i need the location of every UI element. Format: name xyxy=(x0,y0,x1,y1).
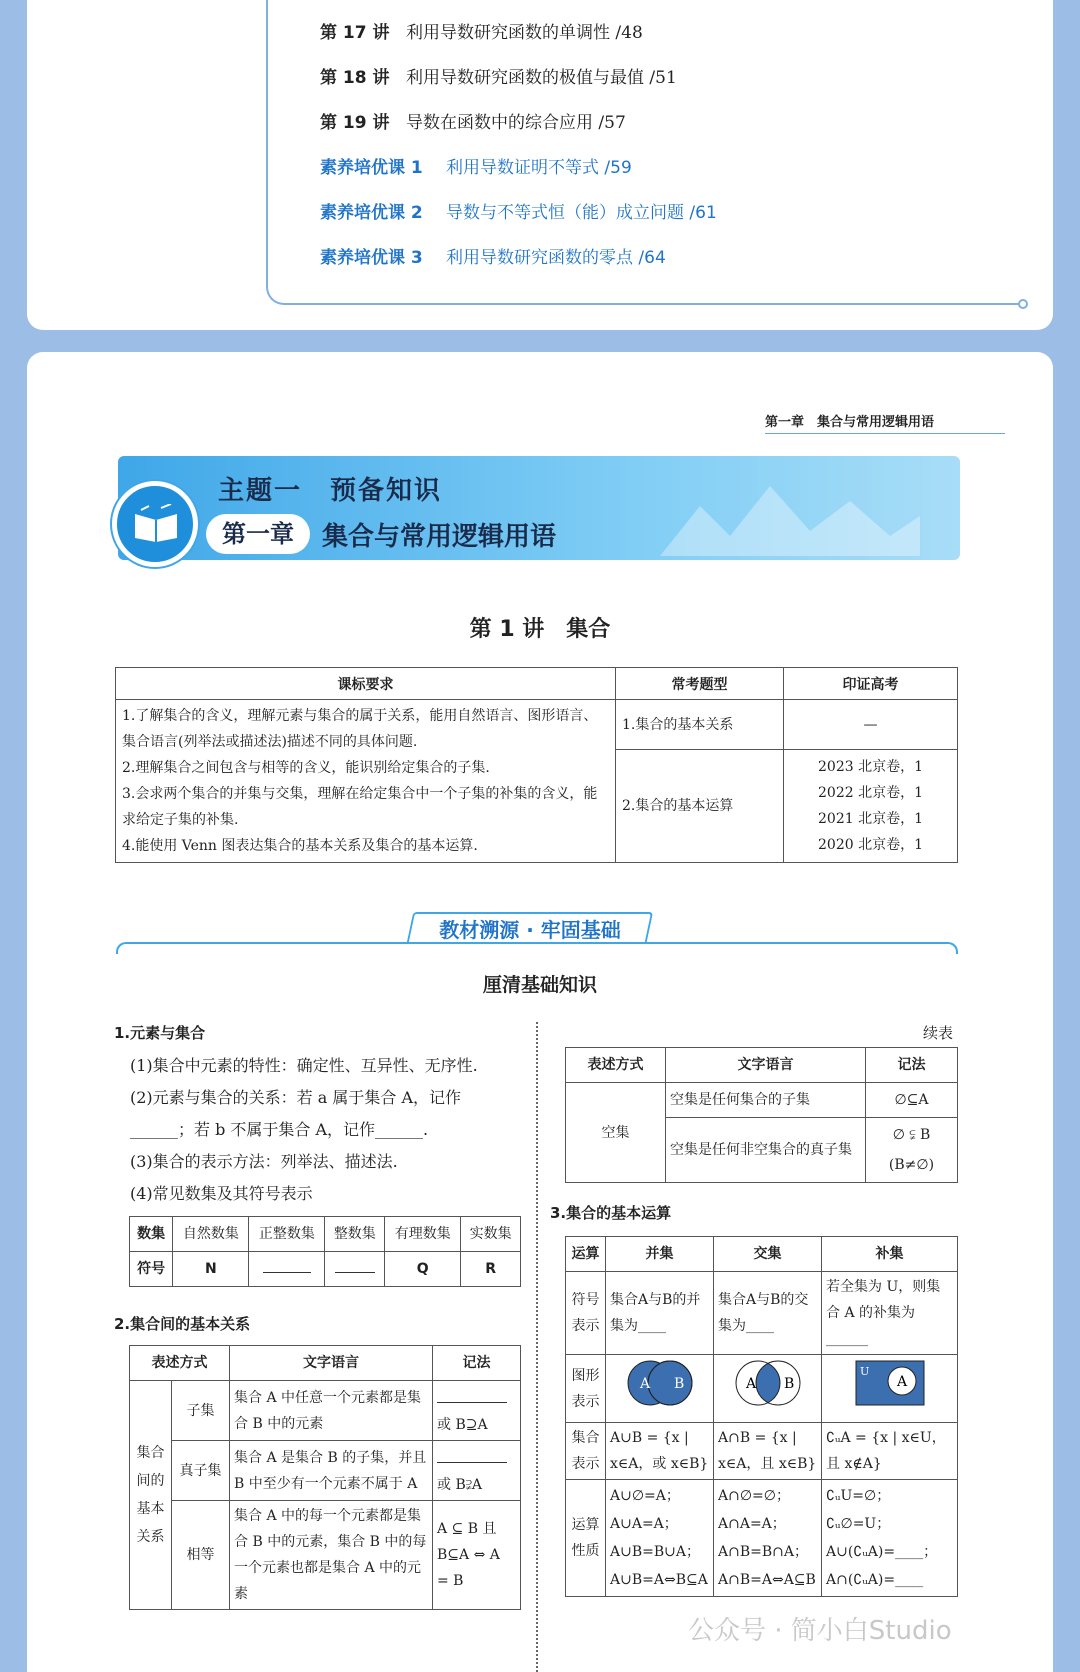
toc-item-title: 利用导数研究函数的零点 /64 xyxy=(446,248,666,268)
property-item: ∁ᵤ∅=U； xyxy=(826,1516,891,1532)
property-item: A∪∅=A； xyxy=(610,1488,680,1504)
table-cell: A∩B = {x | x∈A，且 x∈B} xyxy=(714,1423,822,1480)
toc-item[interactable] xyxy=(320,153,632,178)
requirement-item: 4.能使用 Venn 图表达集合的基本关系及集合的基本运算. xyxy=(122,838,478,854)
table-cell: A∪B = {x | x∈A，或 x∈B} xyxy=(606,1423,714,1480)
toc-item-number: 素养培优课 1 xyxy=(320,158,423,178)
blank-line xyxy=(437,1383,507,1403)
question-type: 1.集合的基本关系 xyxy=(616,700,784,750)
theme-title: 主题一 预备知识 xyxy=(218,476,443,506)
lecture-title: 第 1 讲 集合 xyxy=(469,617,611,642)
union-venn-diagram xyxy=(620,1357,700,1409)
table-cell: A ⊆ B 且 B⊆A ⇔ A = B xyxy=(433,1501,521,1610)
table-cell xyxy=(433,1441,521,1501)
table-cell: 实数集 xyxy=(461,1217,521,1252)
running-head: 第一章 集合与常用逻辑用语 xyxy=(765,411,1005,434)
toc-item-number: 第 17 讲 xyxy=(320,23,390,43)
table-cell: ∅⊆A xyxy=(866,1083,958,1118)
table-header: 运算 xyxy=(566,1237,606,1272)
toc-item-title: 利用导数研究函数的极值与最值 /51 xyxy=(406,68,677,88)
paragraph: (1)集合中元素的特性：确定性、互异性、无序性. xyxy=(130,1056,478,1075)
table-cell xyxy=(714,1480,822,1597)
blank-line xyxy=(437,1443,507,1463)
table-header: 补集 xyxy=(822,1237,958,1272)
table-cell: 有理数集 xyxy=(385,1217,461,1252)
evidence-item: 2020 北京卷，1 xyxy=(818,837,923,853)
property-item: A∩B=A⇔A⊆B xyxy=(718,1572,816,1588)
toc-item[interactable] xyxy=(320,108,626,133)
paragraph: (3)集合的表示方法：列举法、描述法. xyxy=(130,1152,398,1171)
table-cell: 空集是任何非空集合的真子集 xyxy=(666,1118,866,1183)
table-cell: 整数集 xyxy=(325,1217,385,1252)
table-header: 并集 xyxy=(606,1237,714,1272)
table-cell: Q xyxy=(385,1252,461,1287)
toc-frame-dot xyxy=(1018,299,1028,309)
toc-item-title: 导数与不等式恒（能）成立问题 /61 xyxy=(446,203,717,223)
heading-set-relations: 2.集合间的基本关系 xyxy=(114,1315,251,1333)
requirements-table xyxy=(115,667,958,863)
table-cell: 集合 A 中的每一个元素都是集合 B 中的元素，集合 B 中的每一个元素也都是集合 A 中的元素 xyxy=(230,1501,433,1610)
table-header: 常考题型 xyxy=(616,668,784,700)
table-cell: ∁ᵤA = {x | x∈U，且 x∉A} xyxy=(822,1423,958,1480)
property-item: ∁ᵤU=∅； xyxy=(826,1488,891,1504)
table-cell: 空集是任何集合的子集 xyxy=(666,1083,866,1118)
chapter-title: 集合与常用逻辑用语 xyxy=(322,522,557,552)
table-cell: ∅ ⫋ B (B≠∅) xyxy=(866,1118,958,1183)
requirement-item: 3.会求两个集合的并集与交集，理解在给定集合中一个子集的补集的含义，能求给定子集的补集. xyxy=(122,786,598,828)
section-rule xyxy=(116,942,958,954)
property-item: A∪B=B∪A； xyxy=(610,1544,700,1560)
table-cell: R xyxy=(461,1252,521,1287)
table-cell xyxy=(325,1252,385,1287)
paragraph: ______；若 b 不属于集合 A，记作______. xyxy=(130,1120,429,1139)
evidence-item: 2021 北京卷，1 xyxy=(818,811,923,827)
table-cell: 正整数集 xyxy=(249,1217,325,1252)
table-cell: 自然数集 xyxy=(173,1217,249,1252)
open-book-icon xyxy=(112,481,198,567)
toc-item[interactable] xyxy=(320,63,677,88)
property-item: A∩B=B∩A； xyxy=(718,1544,808,1560)
paragraph: (4)常见数集及其符号表示 xyxy=(130,1184,313,1203)
evidence-cell xyxy=(784,750,958,863)
set-operations-table xyxy=(565,1236,958,1597)
table-header: 文字语言 xyxy=(666,1048,866,1083)
heading-set-operations: 3.集合的基本运算 xyxy=(550,1204,672,1222)
table-header: 文字语言 xyxy=(230,1346,433,1381)
property-item: A∩A=A； xyxy=(718,1516,786,1532)
toc-item-title: 利用导数研究函数的单调性 /48 xyxy=(406,23,643,43)
svg-text:A: A xyxy=(639,1376,650,1392)
evidence-cell: — xyxy=(784,700,958,750)
toc-item-number: 第 19 讲 xyxy=(320,113,390,133)
blank-line xyxy=(335,1272,375,1273)
table-cell xyxy=(606,1355,714,1423)
row-label: 符号表示 xyxy=(566,1272,606,1355)
table-cell xyxy=(822,1480,958,1597)
toc-item-title: 利用导数证明不等式 /59 xyxy=(446,158,632,178)
table-cell xyxy=(822,1355,958,1423)
property-item: A∪A=A； xyxy=(610,1516,678,1532)
property-item: A∩∅=∅； xyxy=(718,1488,790,1504)
table-header: 交集 xyxy=(714,1237,822,1272)
mountain-decoration xyxy=(660,466,920,556)
table-header: 表述方式 xyxy=(130,1346,230,1381)
requirement-item: 2.理解集合之间包含与相等的含义，能识别给定集合的子集. xyxy=(122,760,490,776)
toc-item-number: 素养培优课 2 xyxy=(320,203,423,223)
table-cell: 相等 xyxy=(172,1501,230,1610)
toc-item[interactable] xyxy=(320,198,717,223)
notation: 或 B⊇A xyxy=(437,1417,488,1433)
svg-text:A: A xyxy=(745,1376,756,1392)
svg-text:B: B xyxy=(673,1376,684,1392)
requirements-cell xyxy=(116,700,616,863)
table-header: 记法 xyxy=(866,1048,958,1083)
table-cell: 若全集为 U，则集合 A 的补集为______ xyxy=(822,1272,958,1355)
evidence-item: 2023 北京卷，1 xyxy=(818,759,923,775)
table-cell: 真子集 xyxy=(172,1441,230,1501)
property-item: A∪B=A⇔B⊆A xyxy=(610,1572,708,1588)
svg-text:B: B xyxy=(783,1376,794,1392)
toc-item[interactable] xyxy=(320,243,666,268)
toc-item-title: 导数在函数中的综合应用 /57 xyxy=(406,113,626,133)
table-cell: 集合间的基本关系 xyxy=(130,1381,172,1610)
paragraph: (2)元素与集合的关系：若 a 属于集合 A，记作 xyxy=(130,1088,462,1107)
column-divider xyxy=(536,1022,538,1672)
row-label: 集合表示 xyxy=(566,1423,606,1480)
watermark: 公众号 · 简小白Studio xyxy=(688,1616,952,1646)
table-cell xyxy=(606,1480,714,1597)
table-cell xyxy=(249,1252,325,1287)
notation: 或 B⫌A xyxy=(437,1477,483,1493)
set-relations-table xyxy=(129,1345,521,1610)
heading-element-and-set: 1.元素与集合 xyxy=(114,1024,206,1042)
evidence-item: 2022 北京卷，1 xyxy=(818,785,923,801)
requirement-item: 1.了解集合的含义，理解元素与集合的属于关系，能用自然语言、图形语言、集合语言(列举法或描述法)描述不同的具体问题. xyxy=(122,708,598,750)
table-header: 课标要求 xyxy=(116,668,616,700)
question-type: 2.集合的基本运算 xyxy=(616,750,784,863)
toc-item-number: 素养培优课 3 xyxy=(320,248,423,268)
table-cell: 子集 xyxy=(172,1381,230,1441)
toc-item[interactable] xyxy=(320,18,643,43)
section-tab-label: 教材溯源 · 牢固基础 xyxy=(439,918,621,942)
table-cell: 空集 xyxy=(566,1083,666,1183)
table-cell: 符号 xyxy=(130,1252,173,1287)
chapter-label: 第一章 xyxy=(206,514,310,554)
property-item: A∪(∁ᵤA)=____； xyxy=(826,1544,938,1560)
property-item: A∩(∁ᵤA)=____ xyxy=(826,1572,924,1588)
table-cell: 集合A与B的交集为____ xyxy=(714,1272,822,1355)
table-cell: 数集 xyxy=(130,1217,173,1252)
blank-line xyxy=(263,1272,311,1273)
table-header: 印证高考 xyxy=(784,668,958,700)
svg-text:A: A xyxy=(896,1374,907,1390)
table-header: 表述方式 xyxy=(566,1048,666,1083)
row-label: 图形表示 xyxy=(566,1355,606,1423)
section-subtitle: 厘清基础知识 xyxy=(482,974,597,996)
table-cell xyxy=(714,1355,822,1423)
number-sets-table xyxy=(129,1216,521,1287)
svg-text:U: U xyxy=(859,1365,869,1378)
toc-item-number: 第 18 讲 xyxy=(320,68,390,88)
table-cell: 集合A与B的并集为____ xyxy=(606,1272,714,1355)
empty-set-table xyxy=(565,1047,958,1183)
table-cell: N xyxy=(173,1252,249,1287)
table-cell: 集合 A 是集合 B 的子集，并且 B 中至少有一个元素不属于 A xyxy=(230,1441,433,1501)
table-header: 记法 xyxy=(433,1346,521,1381)
intersection-venn-diagram xyxy=(728,1357,808,1409)
table-cell xyxy=(433,1381,521,1441)
complement-venn-diagram xyxy=(850,1357,930,1409)
table-cell: 集合 A 中任意一个元素都是集合 B 中的元素 xyxy=(230,1381,433,1441)
continued-label: 续表 xyxy=(923,1024,954,1042)
row-label: 运算性质 xyxy=(566,1480,606,1597)
